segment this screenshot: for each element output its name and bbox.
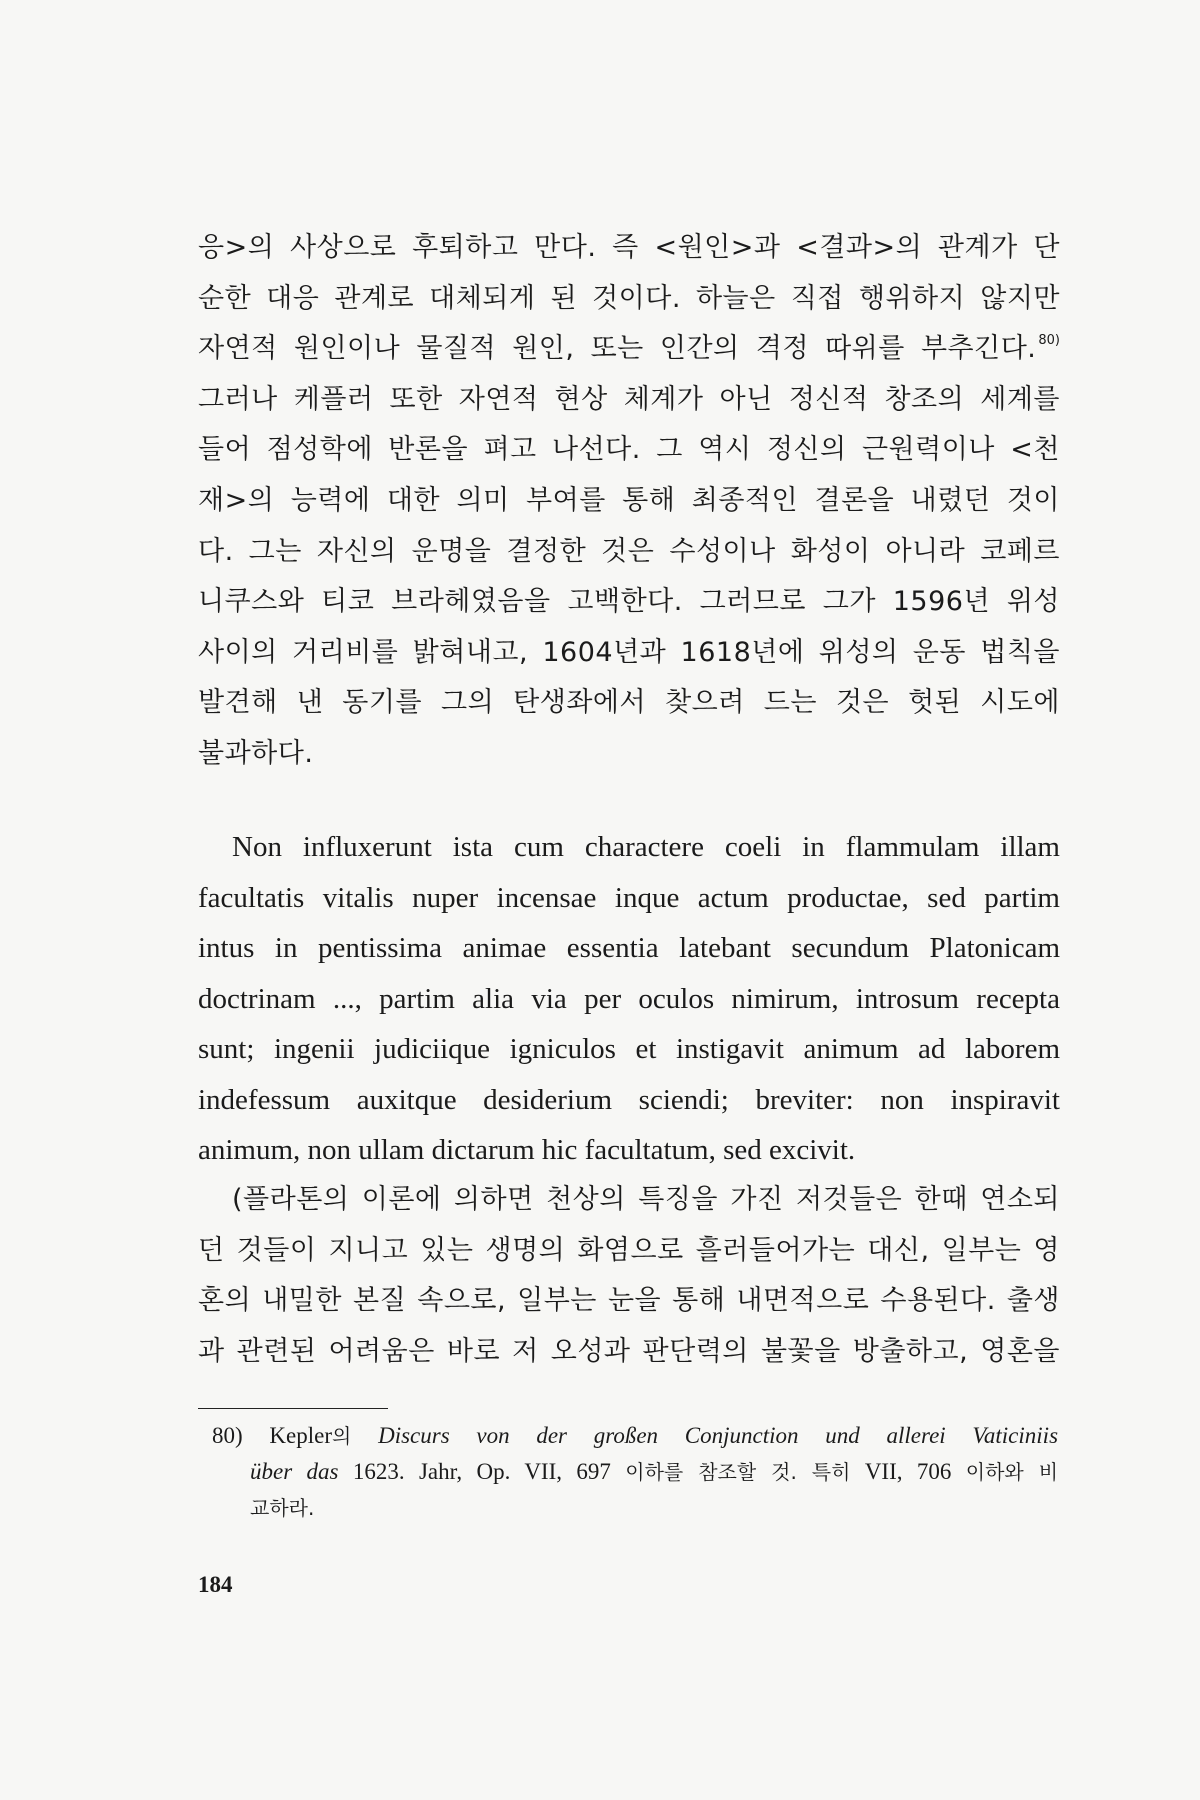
korean-translation <box>198 1175 1060 1377</box>
body-line: 들어 점성학에 반론을 펴고 나선다. 그 역시 정신의 근원력이나 <천 <box>198 434 1060 466</box>
body-line: 응>의 사상으로 후퇴하고 만다. 즉 <원인>과 <결과>의 관계가 단 <box>198 232 1060 263</box>
body-line-with-footnote <box>198 324 1060 375</box>
footnote-note: 이하를 참조할 것. 특히 <box>625 1460 851 1484</box>
footnote-note-end: 교하라. <box>250 1496 315 1520</box>
quote-line: intus in pentissima animae essentia latebant secundum Platonicam <box>198 932 1060 964</box>
footnote-line <box>212 1490 1058 1526</box>
footnote-line <box>212 1454 1058 1490</box>
body-line: 불과하다. <box>198 737 314 769</box>
quote-line: doctrinam ..., partim alia via per oculos nimirum, introsum recepta <box>198 982 1060 1015</box>
body-paragraph-korean <box>198 223 1060 780</box>
body-line: 발견해 낸 동기를 그의 탄생좌에서 찾으려 드는 것은 헛된 시도에 <box>198 687 1060 719</box>
footnote-80 <box>212 1418 1058 1526</box>
footnote-marker: 80) <box>1038 333 1060 349</box>
quote-line: animum, non ullam dictarum hic facultatum, sed excivit. <box>198 1134 856 1166</box>
page-number: 184 <box>198 1572 233 1597</box>
footnote-divider <box>198 1408 388 1409</box>
footnote-line <box>212 1418 1058 1454</box>
body-line: 사이의 거리비를 밝혀내고, 1604년과 1618년에 위성의 운동 법칙을 <box>198 636 1060 668</box>
footnote-number: 80) <box>212 1423 243 1448</box>
footnote-note-2: 이하와 비 <box>965 1460 1059 1484</box>
quote-line: Non influxerunt ista cum charactere coeli in flammulam illam <box>232 831 1060 863</box>
body-line: 그러나 케플러 또한 자연적 현상 체계가 아닌 정신적 창조의 세계를 <box>198 383 1060 415</box>
body-line: 순한 대응 관계로 대체되게 된 것이다. 하늘은 직접 행위하지 않지만 <box>198 282 1060 314</box>
translation-line: (플라톤의 이론에 의하면 천상의 특징을 가진 저것들은 한때 연소되 <box>232 1184 1060 1215</box>
footnote-reference-2: VII, 706 <box>864 1459 952 1484</box>
quote-line: indefessum auxitque desiderium sciendi; breviter: non inspiravit <box>198 1083 1060 1116</box>
translation-line: 던 것들이 지니고 있는 생명의 화염으로 흘러들어가는 대신, 일부는 영 <box>198 1234 1060 1266</box>
body-line: 니쿠스와 티코 브라헤였음을 고백한다. 그러므로 그가 1596년 위성 <box>198 586 1061 618</box>
footnote-reference: 1623. Jahr, Op. VII, 697 <box>352 1459 611 1484</box>
translation-line: 혼의 내밀한 본질 속으로, 일부는 눈을 통해 내면적으로 수용된다. 출생 <box>198 1285 1060 1317</box>
footnote-work-title: Discurs von der großen Conjunction und allerei Vaticiniis <box>378 1423 1059 1448</box>
quote-line: facultatis vitalis nuper incensae inque actum productae, sed partim <box>198 881 1060 914</box>
footnote-author: Kepler <box>269 1423 332 1448</box>
body-line-text: 자연적 원인이나 물질적 원인, 또는 인간의 격정 따위를 부추긴다. <box>198 333 1037 365</box>
quote-line: sunt; ingenii judiciique igniculos et instigavit animum ad laborem <box>198 1033 1060 1065</box>
translation-line: 과 관련된 어려움은 바로 저 오성과 판단력의 불꽃을 방출하고, 영혼을 <box>198 1335 1060 1367</box>
latin-quotation <box>198 822 1060 1176</box>
footnote-possessive: 의 <box>332 1424 352 1448</box>
body-line: 재>의 능력에 대한 의미 부여를 통해 최종적인 결론을 내렸던 것이 <box>198 484 1060 516</box>
footnote-work-title-cont: über das <box>250 1459 339 1484</box>
body-line: 다. 그는 자신의 운명을 결정한 것은 수성이나 화성이 아니라 코페르 <box>198 535 1060 567</box>
